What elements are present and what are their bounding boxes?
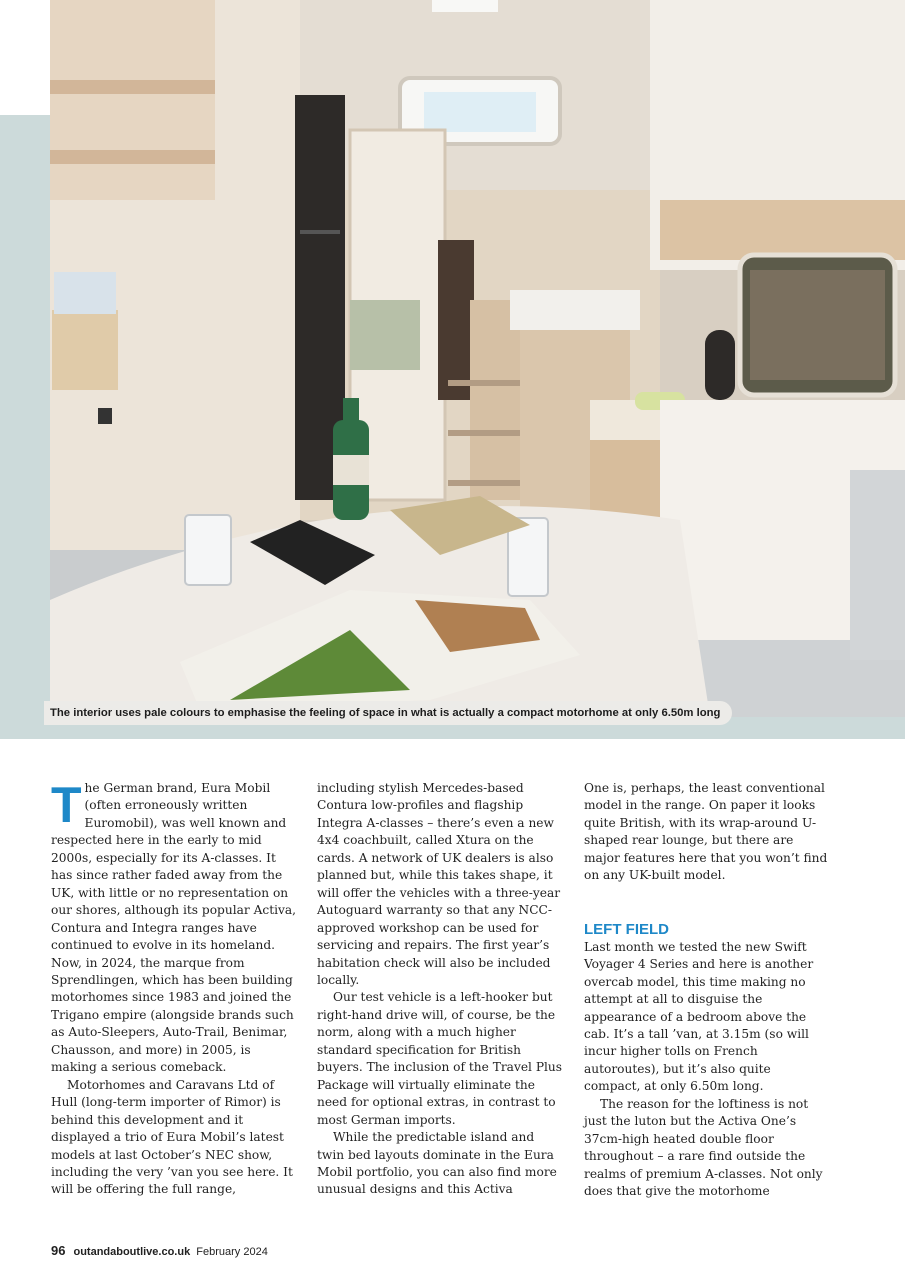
magazines bbox=[54, 272, 116, 314]
fridge-divider bbox=[300, 230, 340, 234]
left-shelf bbox=[50, 150, 215, 164]
website-link[interactable]: outandaboutlive.co.uk bbox=[73, 1246, 191, 1258]
paragraph: Our test vehicle is a left-hooker but right-hand drive will, of course, be the norm, along with a much higher standard specification for British buyers. The inclusion of the Travel Plus Package will virtually eliminate the need for optional extras, in contrast to most German imports. bbox=[317, 990, 563, 1127]
interior-photo bbox=[50, 0, 905, 717]
article-column-2 bbox=[317, 780, 563, 1199]
sidebar-color-band bbox=[0, 115, 52, 739]
article-column-1 bbox=[51, 777, 297, 1199]
paragraph: Last month we tested the new Swift Voyager 4 Series and here is another overcab model, this time making no attempt at all to disguise the appearance of a bedroom above the cab. It’s a tall ’van, at 3.15m (so will incur higher tolls on French autoroutes), but it’s also quite compact, at only 6.50m long. bbox=[584, 939, 814, 1094]
issue-date: February 2024 bbox=[196, 1246, 268, 1258]
window-view bbox=[750, 270, 885, 380]
section-heading: LEFT FIELD bbox=[584, 920, 669, 938]
paragraph: One is, perhaps, the least conventional model in the range. On paper it looks quite British, with its wrap-around U-shaped rear lounge, but there are major features here that you won’t find on any UK-built model. bbox=[584, 781, 828, 883]
hob-cover bbox=[705, 330, 735, 400]
rear-window bbox=[350, 300, 420, 370]
left-shelf bbox=[50, 80, 215, 94]
ladder-rung bbox=[448, 380, 520, 386]
photo-caption: The interior uses pale colours to emphasise the feeling of space in what is actually a compact motorhome at only 6.50m long bbox=[44, 701, 732, 725]
hanging-coat bbox=[438, 240, 474, 400]
overcab-bed bbox=[510, 290, 640, 330]
left-shelf-unit bbox=[50, 0, 215, 200]
wall-pocket bbox=[52, 310, 118, 390]
page-footer bbox=[51, 1243, 268, 1258]
ladder-rung bbox=[448, 480, 520, 486]
locker-trim bbox=[660, 200, 905, 260]
ceiling-light bbox=[432, 0, 498, 12]
page-number: 96 bbox=[51, 1243, 66, 1258]
paragraph: including stylish Mercedes-based Contura low-profiles and flagship Integra A-classes – there’s even a new 4x4 coachbuilt, called Xtura on the cards. A network of UK dealers is also planned but, while this takes shape, it will offer the vehicles with a three-year Autoguard warranty so that any NCC-approved workshop can be used for servicing and repairs. The first year’s habitation check will also be included locally. bbox=[317, 781, 561, 987]
drop-cap: T bbox=[51, 777, 82, 833]
photo-illustration bbox=[50, 0, 905, 717]
bottle-neck bbox=[343, 398, 359, 424]
paragraph: Motorhomes and Caravans Ltd of Hull (long-term importer of Rimor) is behind this development and it displayed a trio of Eura Mobil’s latest models at last October’s NEC show, including the very ’van you see here. It will be offering the full range, bbox=[51, 1077, 293, 1197]
glass bbox=[185, 515, 231, 585]
paragraph: While the predictable island and twin bed layouts dominate in the Eura Mobil portfolio, you can also find more unusual designs and this Activa bbox=[317, 1130, 557, 1197]
skylight-glass bbox=[424, 92, 536, 132]
wall-socket bbox=[98, 408, 112, 424]
lounge-cushion bbox=[850, 470, 905, 660]
article-column-3 bbox=[584, 780, 830, 1201]
paragraph: The reason for the loftiness is not just the luton but the Activa One’s 37cm-high heated double floor throughout – a rare find outside the realms of premium A-classes. Not only does that give the motorhome bbox=[584, 1096, 823, 1199]
bottle-label bbox=[333, 455, 369, 485]
paragraph: he German brand, Eura Mobil (often erroneously written Euromobil), was well known and respected here in the early to mid 2000s, especially for its A-classes. It has since rather faded away from the UK, with little or no representation on our shores, although its popular Activa, Contura and Integra ranges have continued to evolve in its homeland. Now, in 2024, the marque from Sprendlingen, which has been building motorhomes since 1983 and joined the Trigano empire (alongside brands such as Auto-Sleepers, Auto-Trail, Benimar, Chausson, and more) in 2005, is making a serious comeback. bbox=[51, 781, 297, 1075]
ladder-rung bbox=[448, 430, 520, 436]
